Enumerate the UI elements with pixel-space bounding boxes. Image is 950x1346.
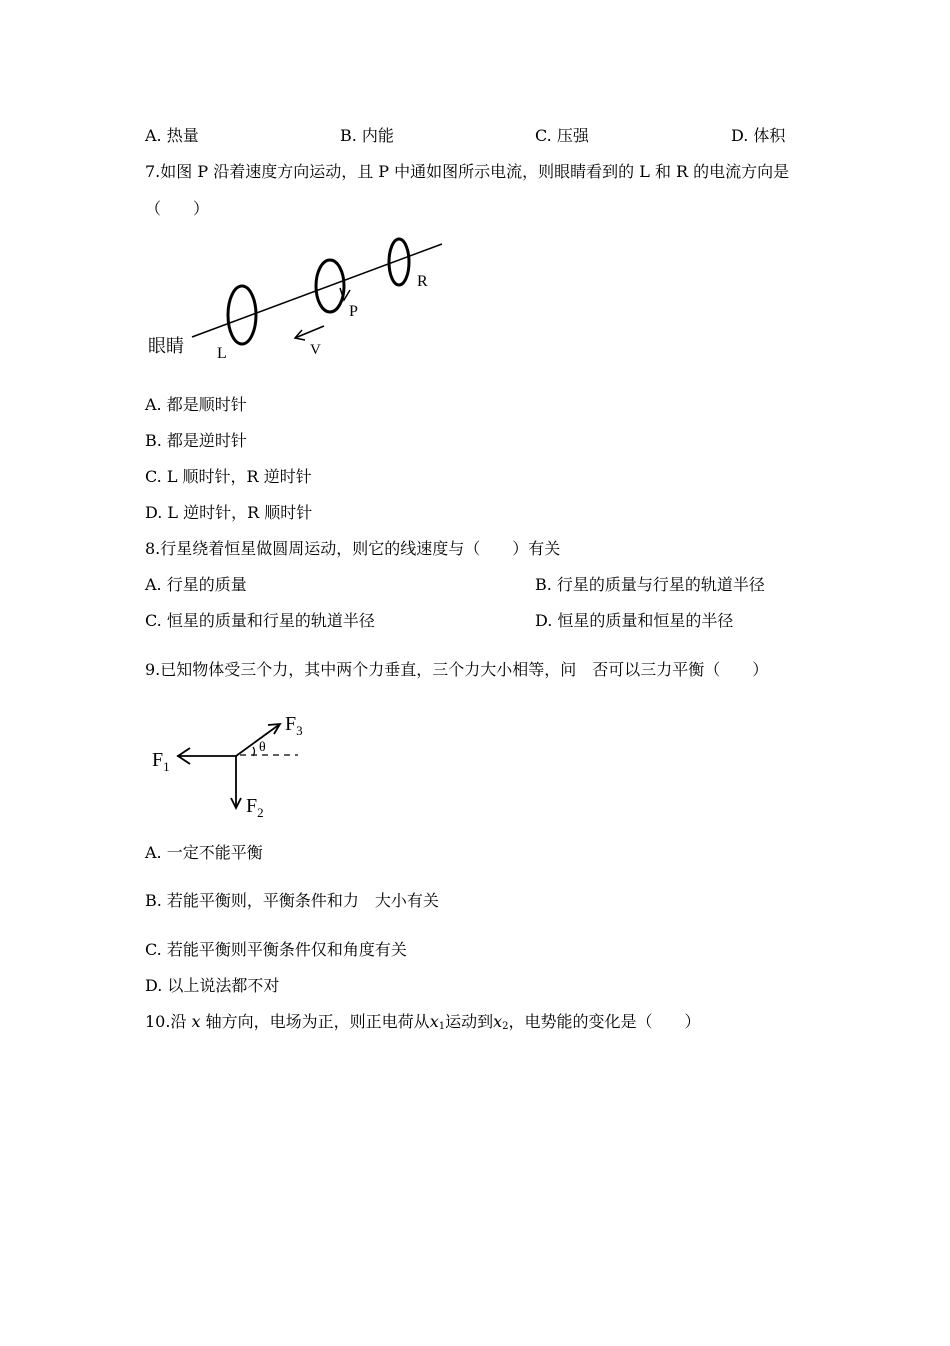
q7-option-d: D. L 逆时针，R 顺时针	[145, 503, 313, 522]
q7-option-c: C. L 顺时针，R 逆时针	[145, 467, 312, 486]
label-v: V	[310, 342, 321, 358]
q9-option-b: B. 若能平衡则，平衡条件和力 大小有关	[145, 891, 439, 910]
q8-option-d: D. 恒星的质量和恒星的半径	[535, 611, 734, 630]
q6-option-b: B. 内能	[340, 126, 394, 145]
q9-option-d: D. 以上说法都不对	[145, 976, 280, 995]
eye-label: 眼睛	[148, 336, 184, 356]
f3-label: $F_3$	[285, 713, 303, 738]
q6-option-c: C. 压强	[535, 126, 589, 145]
q7-option-a: A. 都是顺时针	[145, 395, 247, 414]
q9-option-a: A. 一定不能平衡	[145, 843, 263, 862]
q8-option-b: B. 行星的质量与行星的轨道半径	[535, 575, 765, 594]
label-l: L	[217, 345, 227, 362]
f2-label: $F_2$	[246, 795, 264, 820]
q9-figure	[140, 700, 320, 830]
q7-option-b: B. 都是逆时针	[145, 431, 247, 450]
q8-option-a: A. 行星的质量	[145, 575, 247, 594]
q9-stem: 9.已知物体受三个力，其中两个力垂直，三个力大小相等，问 否可以三力平衡（ ）	[145, 660, 769, 679]
label-p: P	[349, 303, 358, 320]
q7-paren: （ ）	[145, 199, 210, 218]
label-r: R	[417, 273, 428, 290]
q10-stem: 10.沿 x 轴方向，电场为正，则正电荷从$x_1$运动到$x_2$，电势能的变化是（ ）	[145, 1012, 701, 1032]
q8-option-c: C. 恒星的质量和行星的轨道半径	[145, 611, 375, 630]
q6-option-d: D. 体积	[731, 126, 786, 145]
q9-option-c: C. 若能平衡则平衡条件仅和角度有关	[145, 940, 407, 959]
q8-stem: 8.行星绕着恒星做圆周运动，则它的线速度与（ ）有关	[145, 539, 561, 558]
q7-stem: 7.如图 P 沿着速度方向运动，且 P 中通如图所示电流，则眼睛看到的 L 和 R 的电流方向是	[145, 162, 790, 181]
theta-label: θ	[259, 740, 266, 755]
q6-option-a: A. 热量	[145, 126, 199, 145]
f1-label: $F_1$	[152, 749, 170, 774]
q7-figure	[140, 230, 460, 370]
